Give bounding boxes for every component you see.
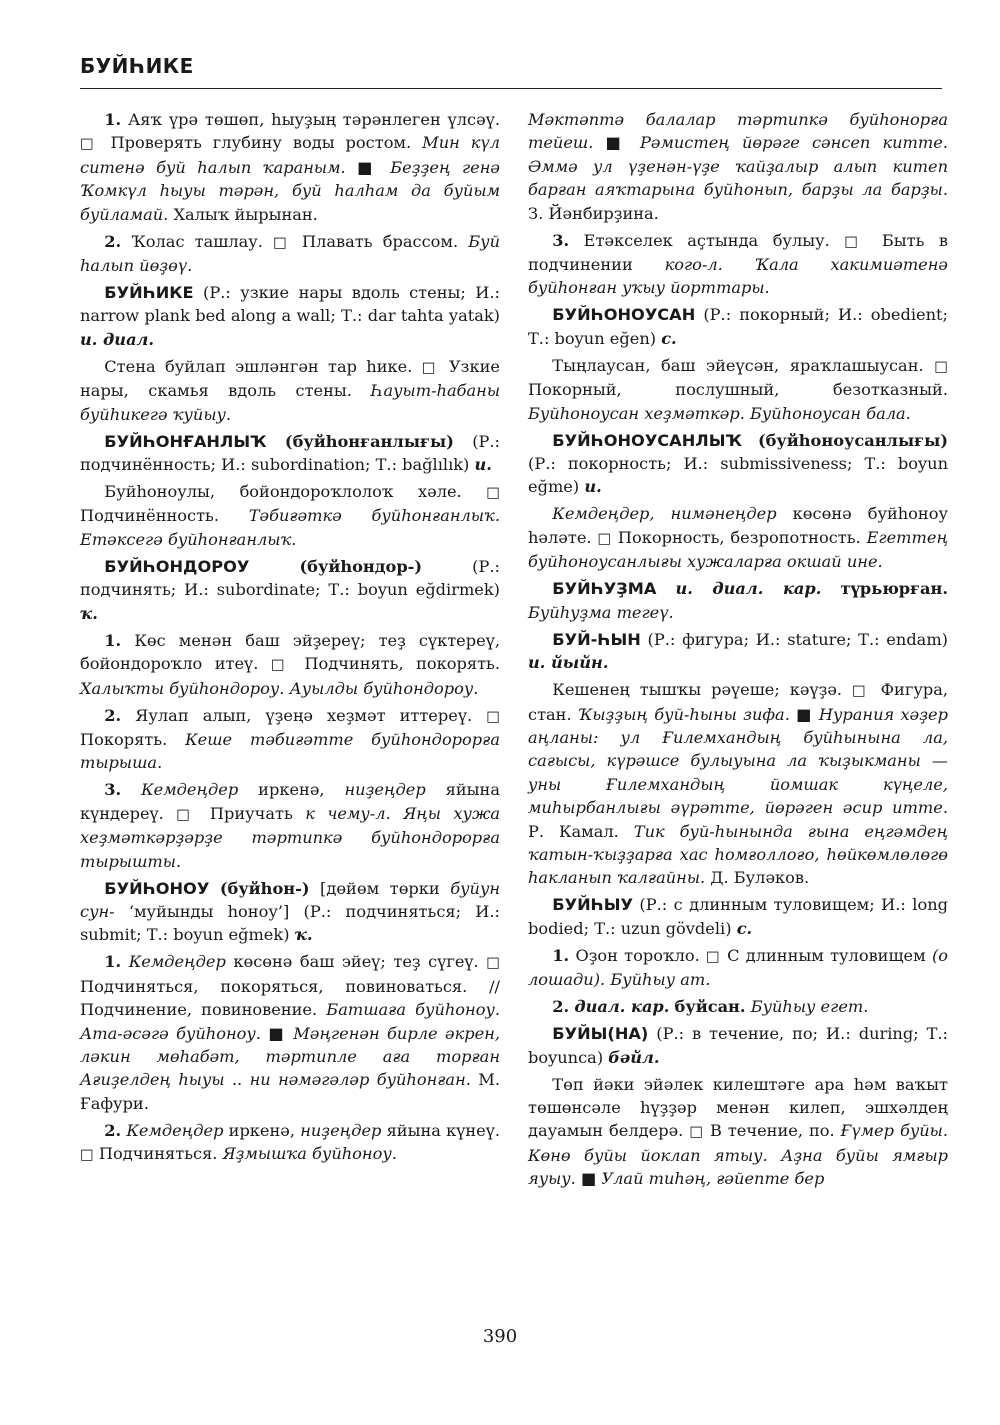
entry-paragraph: БУЙҺЫУ (Р.: с длинным туловищем; И.: long bodied; Т.: uzun gövdeli) с. <box>528 895 948 938</box>
page-number: 390 <box>482 1326 518 1347</box>
entry-paragraph: 1. Аяҡ үрә төшөп, һыуҙың тәрәнлеген үлсәү. □ Проверять глубину воды ростом. Мин күл ситенә буй һалып ҡараным. ■ Беҙҙең генә Ҡомкүл һыуы тәрән, буй һалһам да буйым буйламай. Халыҡ йырынан. <box>80 110 500 224</box>
entry-paragraph: 2. Ҡолас ташлау. □ Плавать брассом. Буй һалып йөҙөү. <box>80 231 500 276</box>
entry-paragraph: БУЙҺОНДОРОУ (буйһондор-) (Р.: подчинять; И.: subordinate; Т.: boyun eğdirmek) ҡ. <box>80 556 500 623</box>
right-column <box>528 108 948 1194</box>
entry-paragraph: Буйһоноулы, бойондороҡлолоҡ хәле. □ Подчинённость. Тәбиғәткә буйһонғанлыҡ. Етәксегә буйһонғанлыҡ. <box>80 482 500 549</box>
entry-paragraph: 3. Етәкселек аҫтында булыу. □ Быть в подчинении кого-л. Ҡала хакимиәтенә буйһонған уҡыу йорттары. <box>528 230 949 298</box>
entry-paragraph: 1. Кемдеңдер көсөнә баш эйеү; теҙ сүгеү. □ Подчиняться, покоряться, повиноваться. // Подчинение, повиновение. Батшаға буйһоноу. Ата-әсәгә буйһоноу. ■ Мәңгенән бирле әкрен, ләкин мөһабәт, тәртипле аға торған Ағиҙелдең һыуы .. ни нәмәгәләр буйһонған. М. Ғафури. <box>80 952 501 1113</box>
entry-paragraph: БУЙҺИКЕ (Р.: узкие нары вдоль стены; И.: narrow plank bed along a wall; Т.: dar tahta yatak) и. диал. <box>80 283 500 349</box>
entry-paragraph: 2. Яулап алып, үҙеңә хеҙмәт иттереү. □ Покорять. Кеше тәбиғәтте буйһондорорға тырыша. <box>80 705 500 773</box>
entry-paragraph: Стена буйлап эшләнгән тар һике. □ Узкие нары, скамья вдоль стены. Һауыт-һабаны буйһикегә ҡуйыу. <box>80 356 500 424</box>
entry-paragraph: Мәктәптә балалар тәртипкә буйһонорға тейеш. ■ Рәмистең йөрәге сәнсеп китте. Әммә ул үҙенән-үҙе ҡайҙалыр алып китеп барған аяҡтарына буйһонып, барҙы ла барҙы. З. Йәнбирҙина. <box>528 110 948 223</box>
entry-paragraph: БУЙҺОНОУ (буйһон-) [дөйөм төрки буйун сун- ‘муйынды һоноу’] (Р.: подчиняться; И.: submit; Т.: boyun eğmek) ҡ. <box>80 878 501 945</box>
entry-paragraph: 3. Кемдеңдер иркенә, ниҙеңдер яйына күндереү. □ Приучать к чему-л. Яңы хужа хеҙмәткәрҙәрҙе тәртипкә буйһондорорға тырышты. <box>80 780 500 871</box>
running-head: БУЙҺИКЕ <box>80 54 194 78</box>
entry-paragraph: БУЙҺОНОУСАНЛЫҠ (буйһоноусанлығы) (Р.: покорность; И.: submissiveness; Т.: boyun eğme) и. <box>528 430 948 497</box>
entry-paragraph: Төп йәки эйәлек килештәге ара һәм ваҡыт төшөнсәле һүҙҙәр менән килеп, эшхәлдең дауамын белдерә. □ В течение, по. Ғүмер буйы. Көнө буйы йоклап ятыу. Аҙна буйы ямғыр яуыу. ■ Улай тиһәң, ғәйепте бер <box>528 1074 949 1189</box>
entry-paragraph: Тыңлаусан, баш эйеүсән, яраҡлашыусан. □ Покорный, послушный, безотказный. Буйһоноусан хеҙмәткәр. Буйһоноусан бала. <box>528 355 948 423</box>
entry-paragraph: 2. диал. кар. буйсан. Буйһыу егет. <box>552 997 869 1017</box>
entry-paragraph: БУЙҺОНОУСАН (Р.: покорный; И.: obedient; Т.: boyun eğen) с. <box>528 305 948 348</box>
entry-paragraph: БУЙҺУҘМА и. диал. кар. түрьюрған. Буйһуҙма тегеү. <box>528 579 949 622</box>
entry-paragraph: БУЙҺОНҒАНЛЫҠ (буйһонғанлығы) (Р.: подчинённость; И.: subordination; Т.: bağlılık) и. <box>80 431 500 475</box>
entry-paragraph: 1. Оҙон тороҡло. □ С длинным туловищем (о лошади). Буйһыу ат. <box>528 945 948 990</box>
entry-paragraph: БУЙ-ҺЫН (Р.: фигура; И.: stature; Т.: endam) и. йыйн. <box>528 629 948 673</box>
entry-paragraph: Кешенең тышҡы рәүеше; кәүҙә. □ Фигура, стан. Ҡыҙҙың буй-һыны зифа. ■ Нурания хәҙер аңланы: ул Ғилемхандың буйһынына ла, сағысы, күрәшсе булыуына ла ҡыҙыкманы — уны Ғилемхандың йомшак күңеле, миһырбанлығы әүрәтте, йөрәген әсир итте. Р. Камал. Тик буй-һынында ғына еңгәмдең ҡатын-ҡыҙҙарға хас һомғоллоғо, һөйкөмлөлөгө һакланып ҡалғайны. Д. Буләков. <box>528 680 948 888</box>
header-rule <box>80 88 942 89</box>
entry-paragraph: 2. Кемдеңдер иркенә, ниҙеңдер яйына күнеү. □ Подчиняться. Яҙмышҡа буйһоноу. <box>80 1120 500 1164</box>
entry-paragraph: Кемдеңдер, нимәнеңдер көсөнә буйһоноу һәләте. □ Покорность, безропотность. Егеттең буйһоноусанлығы хужаларға окшай ине. <box>528 504 948 572</box>
left-column <box>80 108 500 1170</box>
entry-paragraph: 1. Көс менән баш эйҙереү; теҙ сүктереү, бойондороҡло итеү. □ Подчинять, покорять. Халыҡты буйһондороу. Ауылды буйһондороу. <box>80 630 500 698</box>
entry-paragraph: БУЙЫ(НА) (Р.: в течение, по; И.: during; Т.: boyunca) бәйл. <box>528 1024 948 1067</box>
